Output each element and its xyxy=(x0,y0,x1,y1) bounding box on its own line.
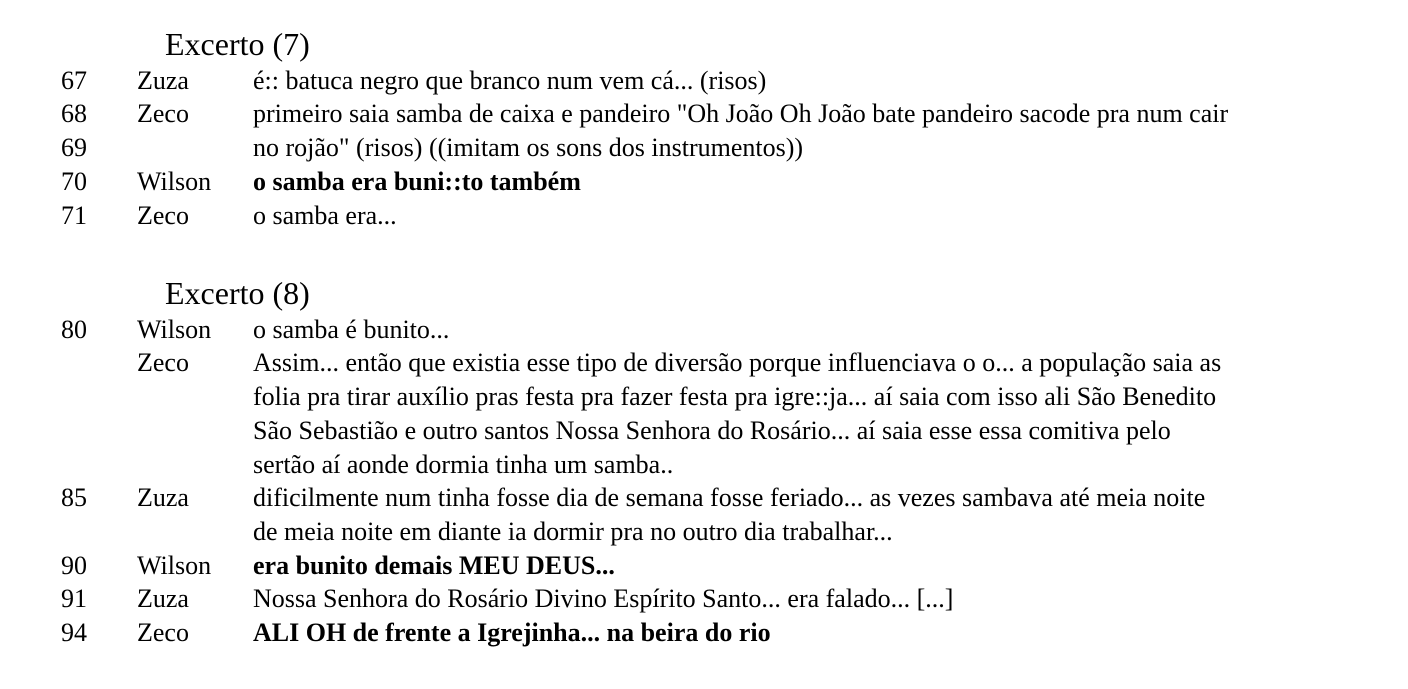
utterance-text xyxy=(253,549,1363,583)
utterance-text xyxy=(253,616,1363,650)
speaker-name: Zuza xyxy=(137,483,189,512)
utterance-text xyxy=(253,97,1363,131)
speaker-name: Zuza xyxy=(137,66,189,95)
line-number: 69 xyxy=(61,133,87,162)
line-number: 80 xyxy=(61,315,87,344)
line-number: 68 xyxy=(61,99,87,128)
line-number: 71 xyxy=(61,201,87,230)
line-number: 94 xyxy=(61,618,87,647)
utterance-text xyxy=(253,199,1363,233)
utterance-text xyxy=(253,313,1363,347)
utterance-line: o samba era... xyxy=(253,201,397,230)
line-number: 91 xyxy=(61,584,87,613)
utterance-text xyxy=(253,64,1363,98)
line-number: 90 xyxy=(61,551,87,580)
speaker-name: Zuza xyxy=(137,584,189,613)
utterance-line: folia pra tirar auxílio pras festa pra fazer festa pra igre::ja... aí saia com isso ali São Benedito xyxy=(253,382,1217,411)
speaker-name: Zeco xyxy=(137,99,189,128)
utterance-line: de meia noite em diante ia dormir pra no outro dia trabalhar... xyxy=(253,517,893,546)
utterance-text xyxy=(253,131,1363,165)
utterance-line: ALI OH de frente a Igrejinha... na beira do rio xyxy=(253,618,771,647)
utterance-text xyxy=(253,346,1363,482)
utterance-text xyxy=(253,165,1363,199)
speaker-name: Zeco xyxy=(137,618,189,647)
speaker-name: Wilson xyxy=(137,315,212,344)
utterance-line: Assim... então que existia esse tipo de diversão porque influenciava o o... a população saia as xyxy=(253,348,1222,377)
speaker-name: Wilson xyxy=(137,167,212,196)
utterance-line: Nossa Senhora do Rosário Divino Espírito Santo... era falado... [...] xyxy=(253,584,954,613)
line-number: 70 xyxy=(61,167,87,196)
utterance-text xyxy=(253,582,1363,616)
utterance-line: sertão aí aonde dormia tinha um samba.. xyxy=(253,450,674,479)
speaker-name: Zeco xyxy=(137,348,189,377)
excerpt-title: Excerto (8) xyxy=(165,275,310,311)
excerpt-title: Excerto (7) xyxy=(165,26,310,62)
line-number: 67 xyxy=(61,66,87,95)
utterance-text xyxy=(253,481,1363,549)
utterance-line: o samba era buni::to também xyxy=(253,167,581,196)
utterance-line: o samba é bunito... xyxy=(253,315,450,344)
utterance-line: é:: batuca negro que branco num vem cá... (risos) xyxy=(253,66,767,95)
speaker-name: Wilson xyxy=(137,551,212,580)
utterance-line: São Sebastião e outro santos Nossa Senhora do Rosário... aí saia esse essa comitiva pelo xyxy=(253,416,1171,445)
utterance-line: no rojão" (risos) ((imitam os sons dos instrumentos)) xyxy=(253,133,804,162)
utterance-line: primeiro saia samba de caixa e pandeiro "Oh João Oh João bate pandeiro sacode pra num cair xyxy=(253,99,1229,128)
utterance-line: era bunito demais MEU DEUS... xyxy=(253,551,615,580)
utterance-line: dificilmente num tinha fosse dia de semana fosse feriado... as vezes sambava até meia noite xyxy=(253,483,1206,512)
line-number: 85 xyxy=(61,483,87,512)
speaker-name: Zeco xyxy=(137,201,189,230)
